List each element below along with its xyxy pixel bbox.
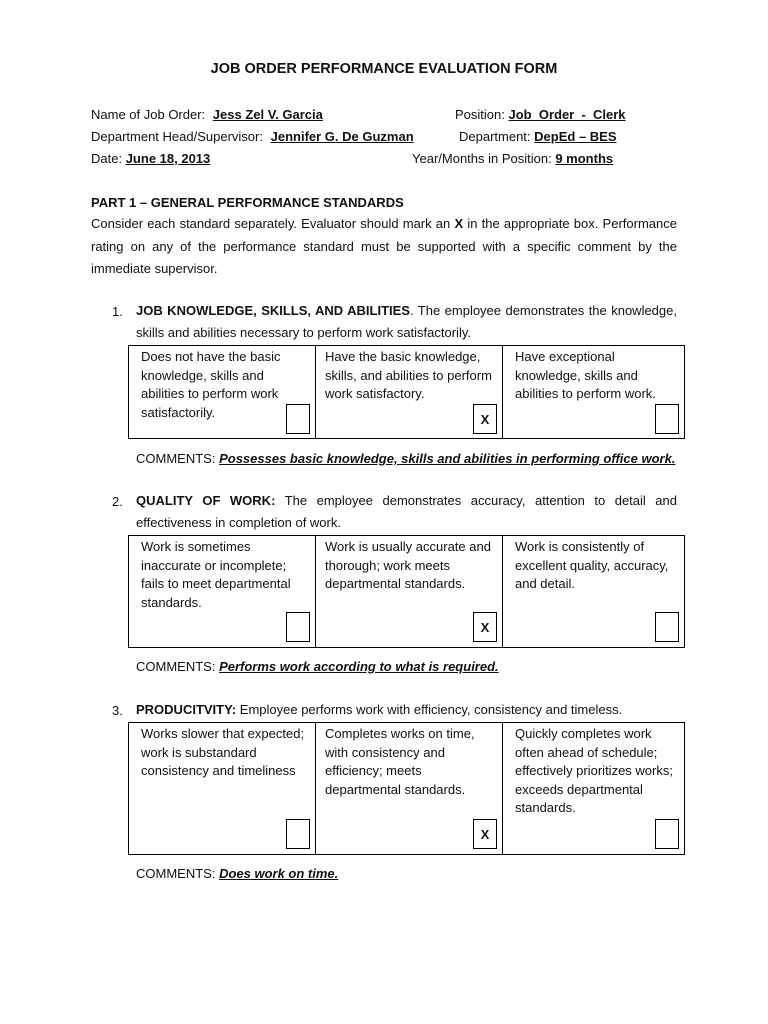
years-value: 9 months (555, 151, 614, 166)
position-value: Job Order - Clerk (508, 107, 626, 122)
supervisor-field (91, 129, 414, 144)
rating-option (316, 346, 503, 439)
rating-checkbox[interactable]: X (473, 404, 497, 434)
date-label: Date: (91, 151, 123, 166)
rating-option-text: Work is consistently of excellent quality, accuracy, and detail. (515, 539, 669, 592)
criterion-number: 3. (112, 703, 123, 718)
rating-option (316, 536, 503, 648)
criterion-description: The employee demonstrates accuracy, attention to detail and effectiveness in completion of work. (136, 493, 677, 530)
criterion-text (136, 699, 677, 721)
rating-option (129, 346, 316, 439)
position-label: Position: (455, 107, 505, 122)
comment-line (136, 659, 499, 674)
rating-checkbox[interactable]: X (473, 819, 497, 849)
comment-label: COMMENTS: (136, 866, 216, 881)
rating-option-text: Completes works on time, with consistency and efficiency; meets departmental standards. (325, 726, 475, 797)
supervisor-value: Jennifer G. De Guzman (270, 129, 414, 144)
name-value: Jess Zel V. Garcia (212, 107, 323, 122)
rating-checkbox[interactable] (286, 404, 310, 434)
criterion-number: 2. (112, 494, 123, 509)
comment-value: Performs work according to what is required. (219, 659, 499, 674)
criterion-heading: PRODUCITVITY: (136, 702, 237, 717)
rating-table (128, 722, 685, 855)
rating-option-text: Have exceptional knowledge, skills and abilities to perform work. (515, 349, 656, 402)
rating-option-text: Works slower that expected; work is substandard consistency and timeliness (141, 726, 305, 779)
part1-instructions (91, 213, 677, 281)
instructions-text-b: in the appropriate box. Performance rating on any of the performance standard must be supported with a specific comment by the immediate supervisor. (91, 216, 677, 276)
criterion-text (136, 300, 677, 344)
rating-option (129, 536, 316, 648)
criterion-heading: JOB KNOWLEDGE, SKILLS, AND ABILITIES (136, 303, 410, 318)
comment-value: Possesses basic knowledge, skills and abilities in performing office work. (219, 451, 676, 466)
rating-option-text: Work is sometimes inaccurate or incomplete; fails to meet departmental standards. (141, 539, 291, 610)
comment-label: COMMENTS: (136, 451, 216, 466)
form-title: JOB ORDER PERFORMANCE EVALUATION FORM (210, 61, 558, 77)
rating-checkbox[interactable]: X (473, 612, 497, 642)
name-field (91, 107, 403, 122)
rating-table (128, 345, 685, 439)
rating-option (316, 723, 503, 855)
date-value: June 18, 2013 (125, 151, 211, 166)
rating-option-text: Work is usually accurate and thorough; work meets departmental standards. (325, 539, 491, 592)
rating-checkbox[interactable] (655, 819, 679, 849)
comment-label: COMMENTS: (136, 659, 216, 674)
comment-line (136, 451, 675, 466)
comment-line (136, 866, 338, 881)
rating-option (129, 723, 316, 855)
comment-value: Does work on time. (219, 866, 339, 881)
department-field (459, 129, 629, 144)
rating-option-text: Have the basic knowledge, skills, and abilities to perform work satisfactory. (325, 349, 492, 402)
rating-option-text: Does not have the basic knowledge, skills and abilities to perform work satisfactorily. (141, 349, 281, 420)
rating-checkbox[interactable] (286, 612, 310, 642)
rating-option-text: Quickly completes work often ahead of schedule; effectively prioritizes works; exceeds departmental standards. (515, 726, 673, 816)
part1-heading: PART 1 – GENERAL PERFORMANCE STANDARDS (91, 195, 404, 210)
criterion-description: . The employee demonstrates the knowledge, skills and abilities necessary to perform work satisfactorily. (136, 303, 677, 340)
department-label: Department: (459, 129, 531, 144)
rating-option (503, 346, 685, 439)
instructions-text-a: Consider each standard separately. Evaluator should mark an (91, 216, 451, 231)
years-field (412, 151, 613, 166)
rating-option (503, 536, 685, 648)
department-value: DepEd – BES (534, 129, 617, 144)
date-field (91, 151, 210, 166)
rating-table (128, 535, 685, 648)
criterion-description: Employee performs work with efficiency, consistency and timeless. (236, 702, 623, 717)
supervisor-label: Department Head/Supervisor: (91, 129, 263, 144)
rating-checkbox[interactable] (286, 819, 310, 849)
rating-checkbox[interactable] (655, 404, 679, 434)
rating-checkbox[interactable] (655, 612, 679, 642)
instructions-mark: X (454, 216, 464, 231)
name-label: Name of Job Order: (91, 107, 206, 122)
criterion-heading: QUALITY OF WORK: (136, 493, 276, 508)
criterion-number: 1. (112, 304, 123, 319)
rating-option (503, 723, 685, 855)
criterion-text (136, 490, 677, 534)
position-field (455, 107, 640, 122)
years-label: Year/Months in Position: (412, 151, 552, 166)
